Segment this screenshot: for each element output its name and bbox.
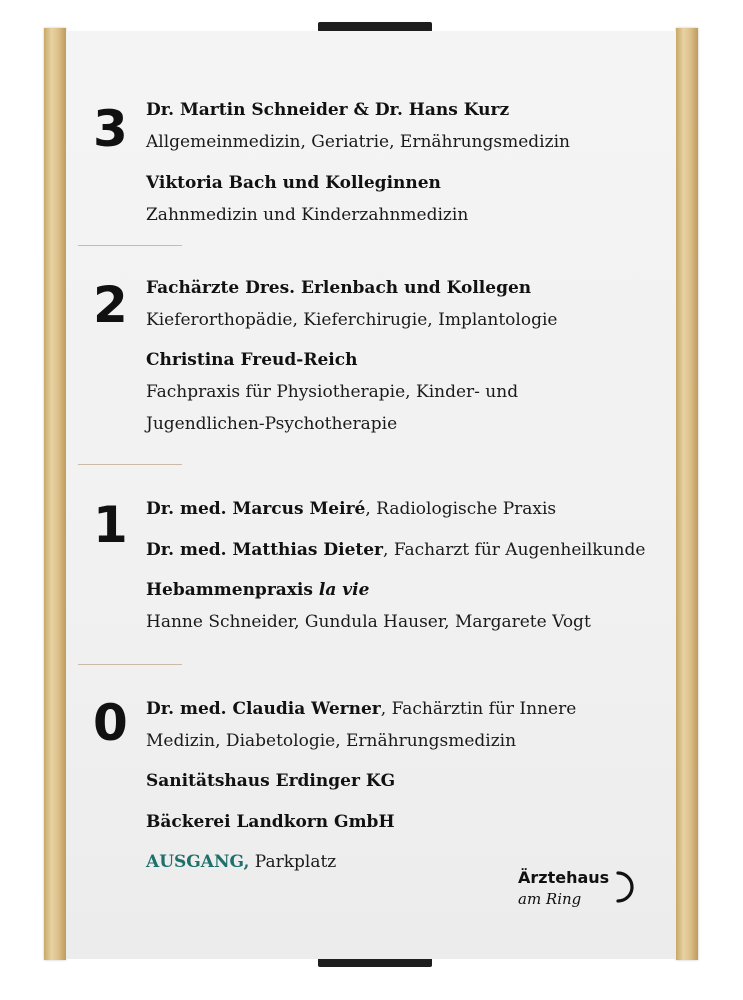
tenant-specialties: , Facharzt für Augenheilkunde — [383, 540, 646, 560]
tenant-specialties: Zahnmedizin und Kinderzahnmedizin — [146, 205, 469, 225]
tenant-specialties: Jugendlichen-Psychotherapie — [146, 414, 398, 434]
floor-separator — [78, 664, 182, 665]
floor-2-line-4 — [146, 382, 518, 402]
floor-0-line-3 — [146, 771, 395, 791]
tenant-name: Bäckerei Landkorn GmbH — [146, 812, 395, 832]
right-wood-rail — [676, 28, 698, 960]
tenant-name: Dr. med. Marcus Meiré — [146, 499, 366, 519]
floor-3-line-2 — [146, 132, 570, 152]
floor-3-line-4 — [146, 205, 468, 225]
floor-2-line-3 — [146, 350, 357, 370]
logo-title: Ärztehaus — [518, 868, 610, 887]
floor-1-line-3 — [146, 580, 369, 600]
aerztehaus-logo — [518, 868, 642, 916]
floor-3-line-3 — [146, 173, 441, 193]
tenant-name-italic: la vie — [318, 580, 370, 600]
floor-number-1: 1 — [93, 496, 128, 554]
exit-label: AUSGANG, — [146, 852, 250, 872]
floor-0-line-5 — [146, 852, 336, 872]
floor-1-line-2 — [146, 540, 645, 560]
tenant-name: Dr. med. Claudia Werner — [146, 699, 381, 719]
tenant-name: Hebammenpraxis — [146, 580, 319, 600]
tenant-staff: Hanne Schneider, Gundula Hauser, Margarete Vogt — [146, 612, 591, 632]
logo-subtitle: am Ring — [518, 890, 582, 908]
tenant-specialties: Allgemeinmedizin, Geriatrie, Ernährungsmedizin — [146, 132, 570, 152]
floor-2-line-2 — [146, 310, 557, 330]
tenant-name: Viktoria Bach und Kolleginnen — [146, 173, 441, 193]
tenant-specialties: Medizin, Diabetologie, Ernährungsmedizin — [146, 731, 517, 751]
floor-0-line-4 — [146, 812, 395, 832]
floor-0-line-2 — [146, 731, 516, 751]
tenant-specialties: , Radiologische Praxis — [365, 499, 557, 519]
exit-destination: Parkplatz — [249, 852, 337, 872]
tenant-name: Dr. med. Matthias Dieter — [146, 540, 384, 560]
left-wood-rail — [44, 28, 66, 960]
floor-separator — [78, 464, 182, 465]
floor-separator — [78, 245, 182, 246]
floor-2-line-5 — [146, 414, 397, 434]
tenant-name: Sanitätshaus Erdinger KG — [146, 771, 396, 791]
tenant-name: Dr. Martin Schneider & Dr. Hans Kurz — [146, 100, 510, 120]
tenant-specialties: Fachpraxis für Physiotherapie, Kinder- und — [146, 382, 519, 402]
floor-1-line-4 — [146, 612, 591, 632]
floor-2-line-1 — [146, 278, 531, 298]
tenant-name: Christina Freud-Reich — [146, 350, 358, 370]
floor-number-0: 0 — [93, 694, 128, 752]
floor-number-3: 3 — [93, 100, 128, 158]
floor-1-line-1 — [146, 499, 556, 519]
tenant-specialties: , Fachärztin für Innere — [380, 699, 577, 719]
floor-0-line-1 — [146, 699, 576, 719]
tenant-name: Fachärzte Dres. Erlenbach und Kollegen — [146, 278, 532, 298]
floor-number-2: 2 — [93, 276, 128, 334]
tenant-specialties: Kieferorthopädie, Kieferchirugie, Implantologie — [146, 310, 558, 330]
floor-3-line-1 — [146, 100, 509, 120]
logo-arc-icon — [614, 870, 640, 904]
